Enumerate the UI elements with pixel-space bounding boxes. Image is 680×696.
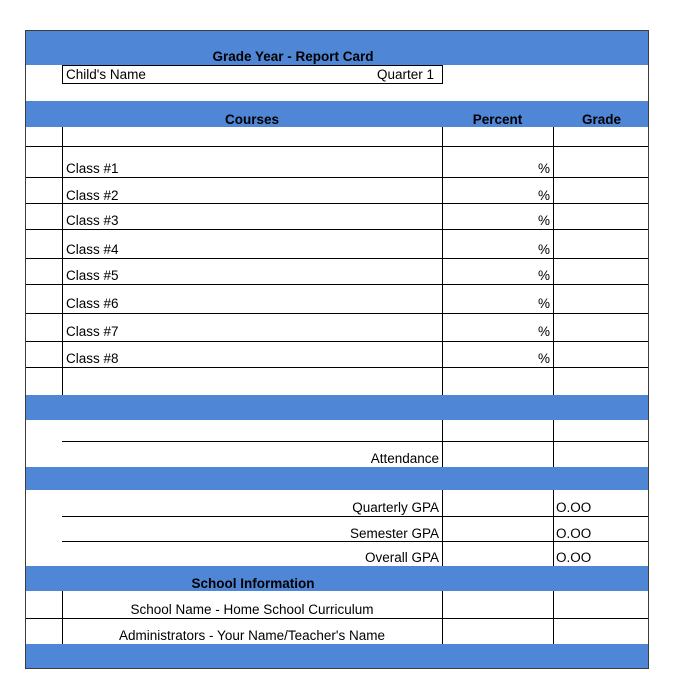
gridline [442,420,443,467]
gridline [26,618,648,619]
class-percent: % [537,351,550,366]
quarterly-gpa-label: Quarterly GPA [352,500,439,515]
gridline [62,65,443,66]
section-band-1 [26,395,648,420]
report-card-sheet [25,30,649,669]
class-percent: % [537,268,550,283]
class-percent: % [537,188,550,203]
class-name: Class #4 [66,242,119,257]
class-name: Class #8 [66,351,119,366]
semester-gpa-value: O.OO [556,526,592,541]
class-percent: % [537,296,550,311]
administrators: Administrators - Your Name/Teacher's Name [119,628,385,643]
gridline [62,541,649,542]
gridline [26,258,648,259]
gridline [26,177,648,178]
class-name: Class #2 [66,188,119,203]
gridline [26,341,648,342]
gridline [26,367,648,368]
quarter-label: Quarter 1 [376,67,434,82]
semester-gpa-label: Semester GPA [349,526,439,541]
class-name: Class #3 [66,213,119,228]
childs-name-label: Child's Name [66,67,146,82]
percent-column-header: Percent [472,112,523,127]
class-name: Class #6 [66,296,119,311]
grade-column-header: Grade [581,112,622,127]
class-percent: % [537,213,550,228]
gridline [26,229,648,230]
attendance-label: Attendance [370,451,439,466]
class-percent: % [537,242,550,257]
class-name: Class #5 [66,268,119,283]
overall-gpa-value: O.OO [556,550,592,565]
gridline [26,284,648,285]
quarterly-gpa-value: O.OO [556,500,592,515]
class-percent: % [537,324,550,339]
gridline [62,441,649,442]
class-percent: % [537,161,550,176]
class-name: Class #7 [66,324,119,339]
gridline [553,420,554,467]
gridline [553,127,554,395]
report-title: Grade Year - Report Card [212,49,374,64]
footer-band [26,644,648,669]
gridline [62,83,443,84]
gridline [442,490,443,566]
overall-gpa-label: Overall GPA [364,550,439,565]
gridline [553,490,554,566]
gridline [442,127,443,395]
courses-column-header: Courses [224,112,280,127]
school-name: School Name - Home School Curriculum [130,602,374,617]
gridline [62,65,63,84]
gridline [26,203,648,204]
school-info-heading: School Information [191,576,315,591]
class-name: Class #1 [66,161,119,176]
gridline [62,127,63,395]
gridline [26,146,648,147]
gridline [62,516,649,517]
gridline [26,313,648,314]
section-band-2 [26,467,648,490]
gridline [442,65,443,84]
